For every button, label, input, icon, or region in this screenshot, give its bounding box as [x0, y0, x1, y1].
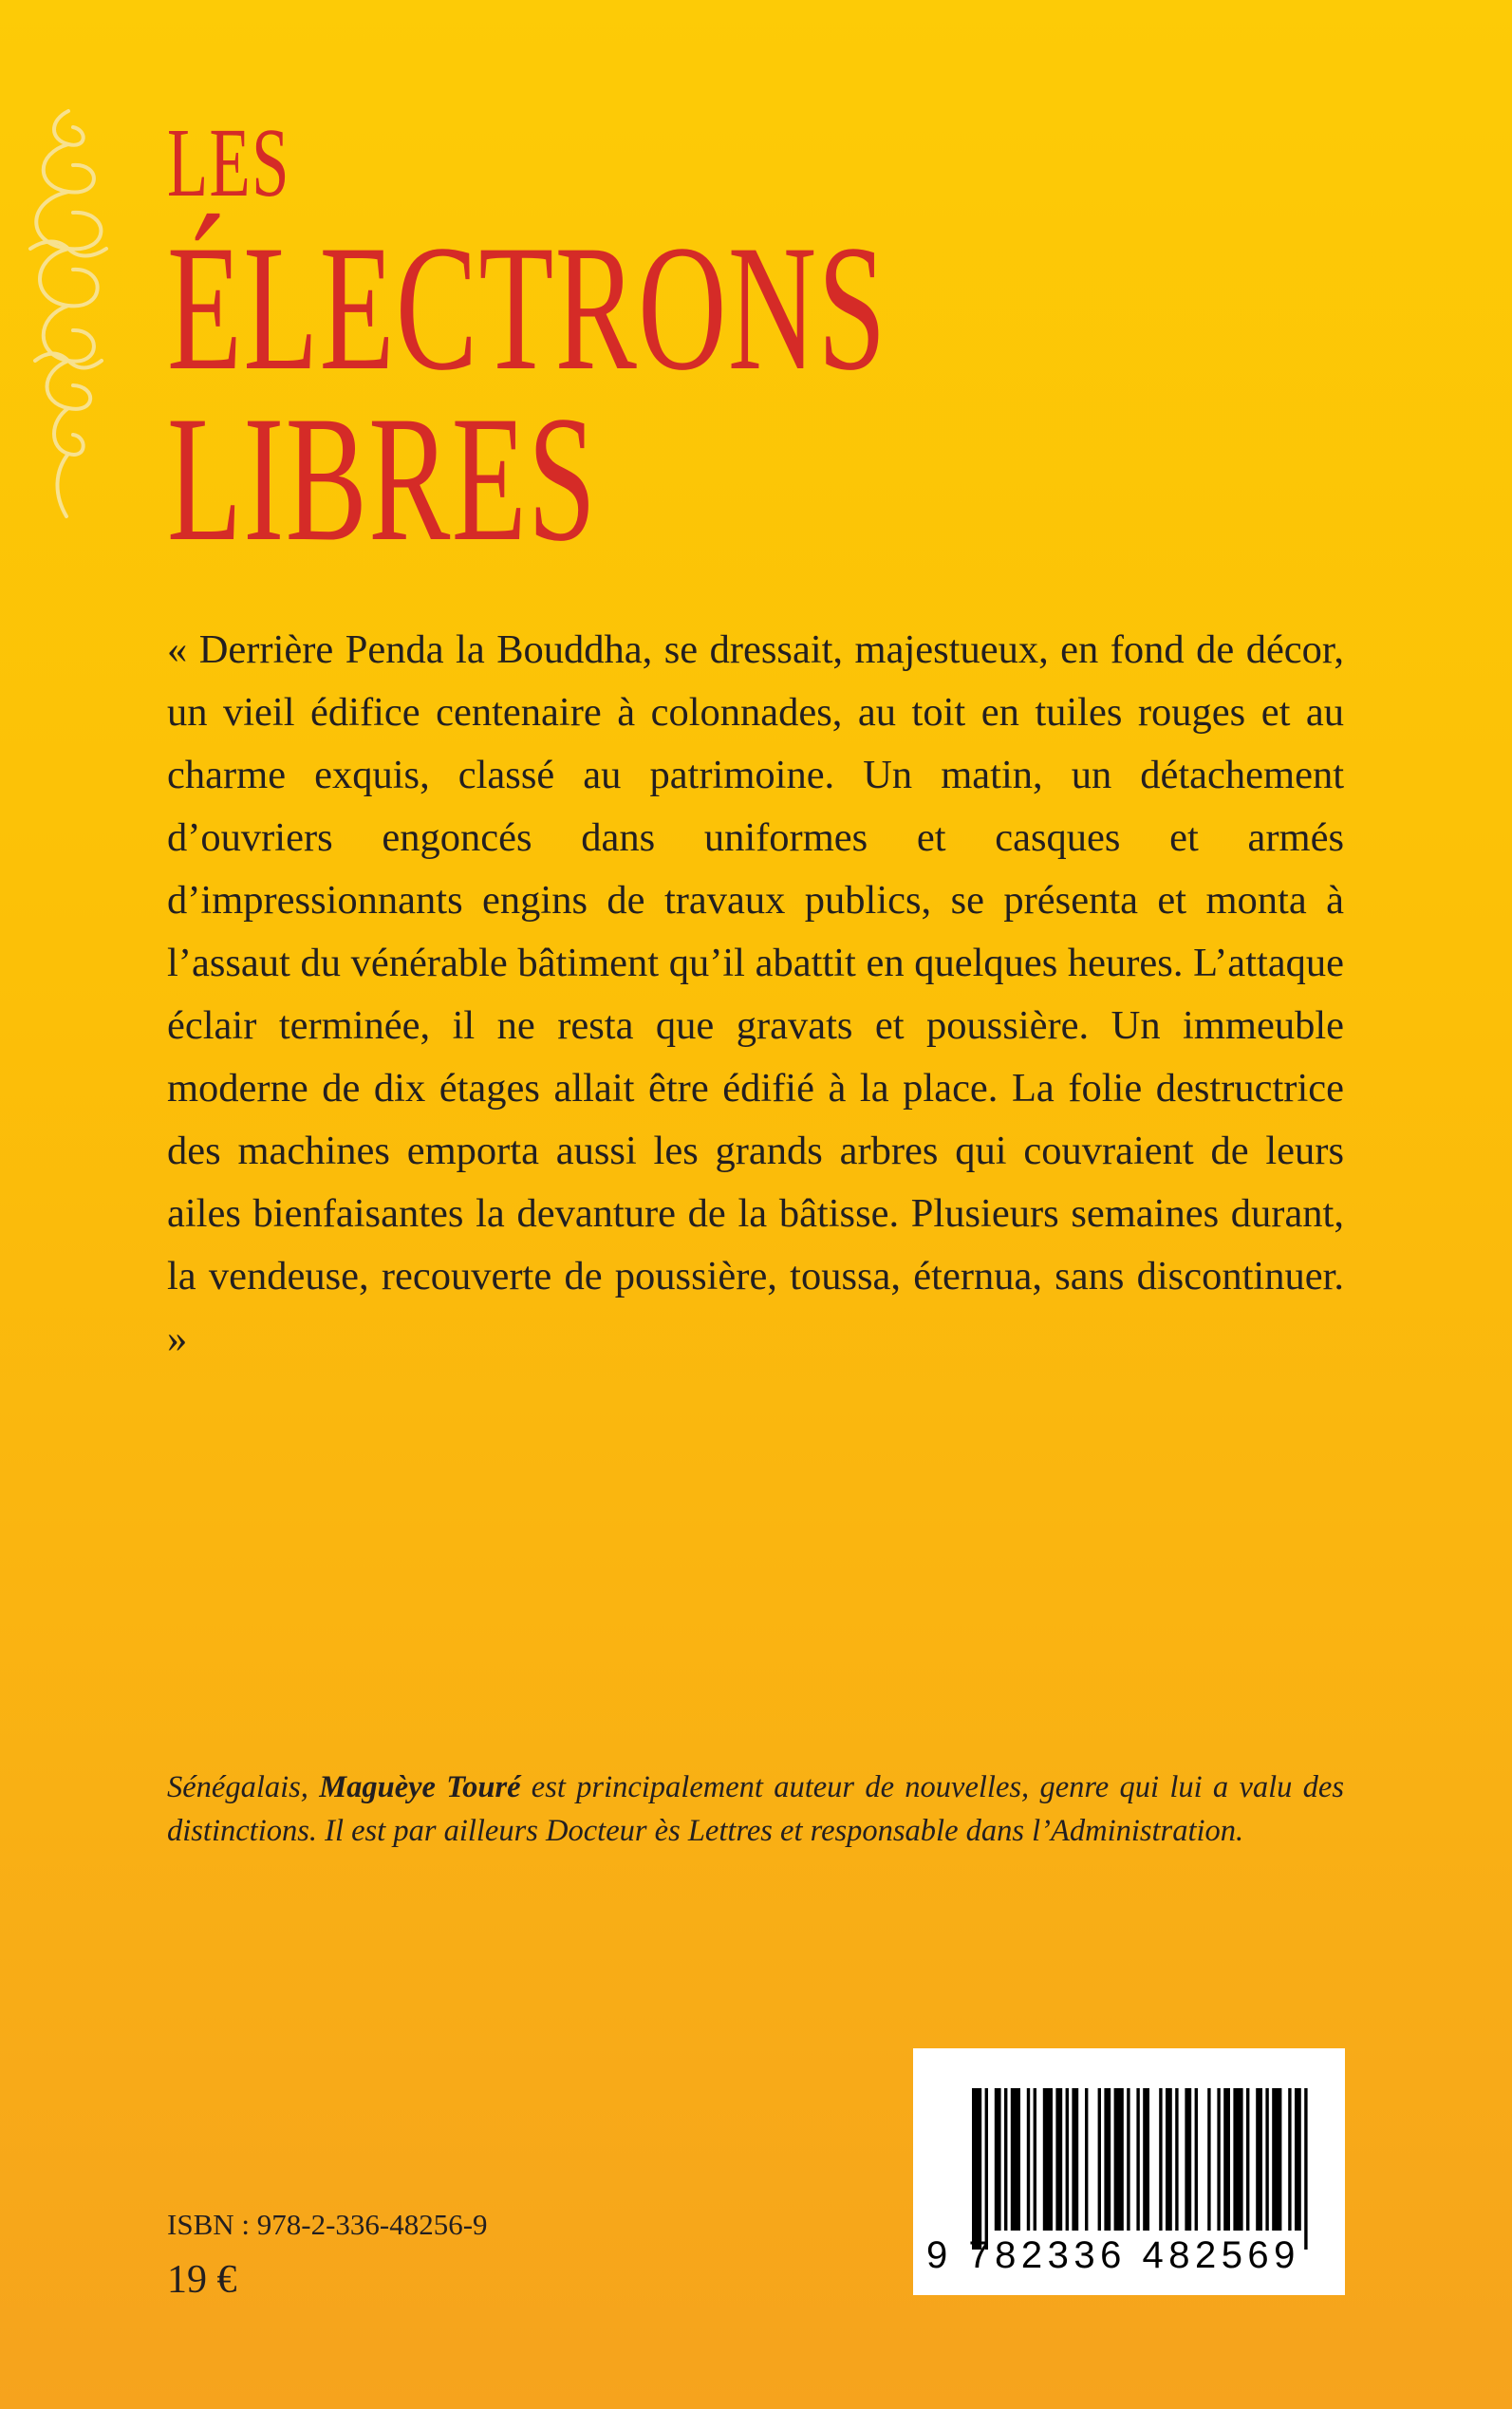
barcode-bar [1288, 2088, 1291, 2231]
title-line-1: LES [167, 108, 290, 217]
barcode-bar [985, 2088, 988, 2250]
barcode-bar [1295, 2088, 1301, 2231]
barcode-bar [1265, 2088, 1268, 2231]
barcode-bar [1127, 2088, 1129, 2231]
bio-suffix: est principalement auteur de nouvelles, genre qui lui a valu des distinctions. Il est par ailleurs Docteur ès Lettres et responsable dans l’Administration. [167, 1770, 1345, 1848]
isbn: ISBN : 978-2-336-48256-9 [167, 2208, 488, 2241]
barcode-bar [972, 2088, 981, 2250]
back-cover-excerpt: « Derrière Penda la Bouddha, se dressait, majestueux, en fond de décor, un vieil édifice centenaire à colonnades, au toit en tuiles rouges et au charme exquis, classé au patrimoine. Un matin, un détachement d’ouvriers engoncés dans uniformes et casques et armés d’impressionnants engins de travaux publics, se présenta et monta à l’assaut du vénérable bâtiment qu’il abattit en quelques heures. L’attaque éclair terminée, il ne resta que gravats et poussière. Un immeuble moderne de dix étages allait être édifié à la place. La folie destructrice des machines emporta aussi les grands arbres qui couvraient de leurs ailes bienfaisantes la devanture de la bâtisse. Plusieurs semaines durant, la vendeuse, recouverte de poussière, toussa, éternua, sans discontinuer. » [167, 627, 1344, 1361]
barcode-bar [1004, 2088, 1007, 2231]
barcode-bar [1195, 2088, 1198, 2231]
title-line-2: ÉLECTRONS [167, 209, 887, 408]
barcode-bar [1304, 2088, 1307, 2250]
barcode-bar [1098, 2088, 1101, 2231]
barcode-bar [1104, 2088, 1111, 2231]
barcode-bar [1159, 2088, 1162, 2231]
barcode-bar [1055, 2088, 1062, 2231]
barcode-bar [1246, 2088, 1249, 2231]
barcode-bar [1034, 2088, 1036, 2231]
bio-prefix: Sénégalais, [167, 1770, 320, 1804]
barcode-bar [1256, 2088, 1262, 2231]
author-bio [167, 1765, 1344, 1853]
barcode-bar [1233, 2088, 1242, 2231]
barcode-bar [1085, 2088, 1088, 2231]
barcode-bar [1136, 2088, 1139, 2231]
barcode-bar [1114, 2088, 1124, 2231]
barcode-bar [1011, 2088, 1020, 2231]
title-line-3: LIBRES [167, 380, 598, 579]
barcode-digits: 9 782336 482569 [926, 2234, 1300, 2276]
barcode-bar [1143, 2088, 1149, 2231]
barcode-bar [1066, 2088, 1069, 2231]
barcode-bar [1272, 2088, 1281, 2231]
barcode-bar [1185, 2088, 1191, 2231]
author-name: Maguèye Touré [319, 1770, 521, 1804]
price: 19 € [167, 2258, 237, 2302]
barcode [913, 2048, 1345, 2295]
flourish-ornament-icon [21, 106, 116, 524]
barcode-bar [1223, 2088, 1230, 2231]
barcode-bar [1217, 2088, 1220, 2231]
barcode-bar [1072, 2088, 1078, 2231]
barcode-bar [1043, 2088, 1053, 2231]
book-title [167, 108, 887, 579]
barcode-bar [1207, 2088, 1210, 2231]
barcode-bar [1027, 2088, 1030, 2231]
barcode-bar [1166, 2088, 1172, 2231]
barcode-bar [1175, 2088, 1178, 2231]
barcode-bar [995, 2088, 1001, 2231]
